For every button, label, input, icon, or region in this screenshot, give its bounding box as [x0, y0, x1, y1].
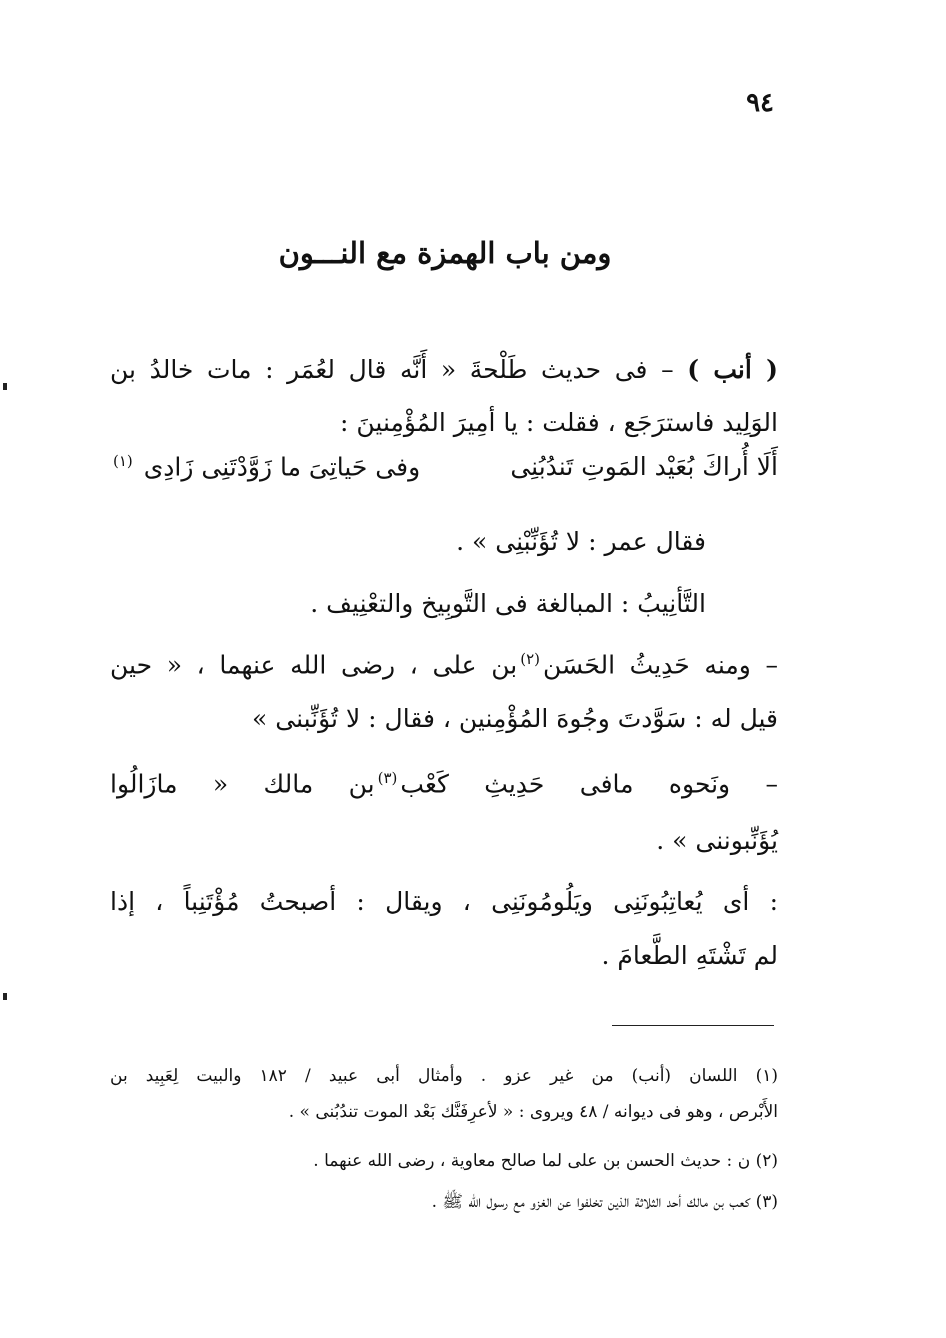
verse-hemistich-1: أَلَا أُراكَ بُعَيْد المَوتِ تَندُبُنِى: [510, 452, 778, 481]
paragraph-4-line-2: قيل له : سَوَّدتَ وجُوهَ المُؤْمِنين ، فقال : لا تُؤَنِّبنى »: [252, 704, 778, 733]
footnote-ref-1: (١): [113, 452, 133, 470]
paragraph-6-line-1: : أى يُعاتِبُونَنِى ويَلُومُونَنِى ، ويقال : أصبحتُ مُؤْتَنِباً ، إذا: [110, 887, 778, 916]
page-number: ٩٤: [746, 88, 774, 118]
paragraph-1-line-2: الوَلِيد فاسترَجَع ، فقلت : يا أمِيرَ المُؤْمِنينَ :: [340, 408, 778, 437]
footnote-1-line-2: الأَبْرص ، وهو فى ديوانه / ٤٨ ويروى : « لأعرِفَنَّك بَعْد الموت تندُبُنى » .: [288, 1102, 778, 1122]
paragraph-4-line-1: – ومنه حَدِيثُ الحَسَن$^{(٢)}$بن على ، رضى الله عنهما ، « حين: [110, 650, 778, 680]
footnote-ref-2: (٢): [520, 650, 540, 668]
paragraph-5-line-1: – ونَحوه مافى حَدِيثِ كَعْب$^{(٣)}$بن مالك « مازَالُوا: [110, 769, 778, 799]
footnote-3: (٣) كعب بن مالك أحد الثلاثة الذين تخلفوا عن الغزو مع رسول الله ﷺ .: [431, 1192, 778, 1212]
footnote-1-line-1: (١) اللسان (أنب) من غير عزو . وأمثال أبى عبيد / ١٨٢ والبيت لِعَبِيد بن: [110, 1066, 778, 1086]
margin-mark: [3, 993, 7, 1000]
chapter-title: ومن باب الهمزة مع النـــون: [278, 236, 612, 270]
paragraph-1-line-1: [110, 355, 778, 385]
margin-mark: [3, 383, 7, 390]
footnote-ref-3: (٣): [377, 769, 398, 787]
footnote-2: (٢) ن : حديث الحسن بن على لما صالح معاوية ، رضى الله عنهما .: [313, 1151, 778, 1171]
footnote-separator: [612, 1025, 774, 1026]
paragraph-6-line-2: لم تَشْتَهِ الطَّعامَ .: [601, 941, 778, 970]
paragraph-1-line-1-text: – فى حديث طَلْحةَ « أَنَّه قال لعُمَر : مات خالدُ بن: [110, 355, 674, 384]
paragraph-2-line-1: فقال عمر : لا تُؤَنِّبْنِى » .: [456, 527, 706, 556]
headword: ( أنب ): [687, 355, 778, 384]
paragraph-3-line-1: التَّأنِيبُ : المبالغة فى التَّوبِيخ والتعْنِيف .: [310, 589, 706, 618]
verse-line: [110, 452, 778, 481]
paragraph-5-line-2: يُؤَنِّبوننى » .: [656, 826, 778, 855]
verse-hemistich-2: وفى حَياتِىَ ما زَوَّدْتَنِى زَادِى $^{(١)}$: [113, 452, 421, 482]
